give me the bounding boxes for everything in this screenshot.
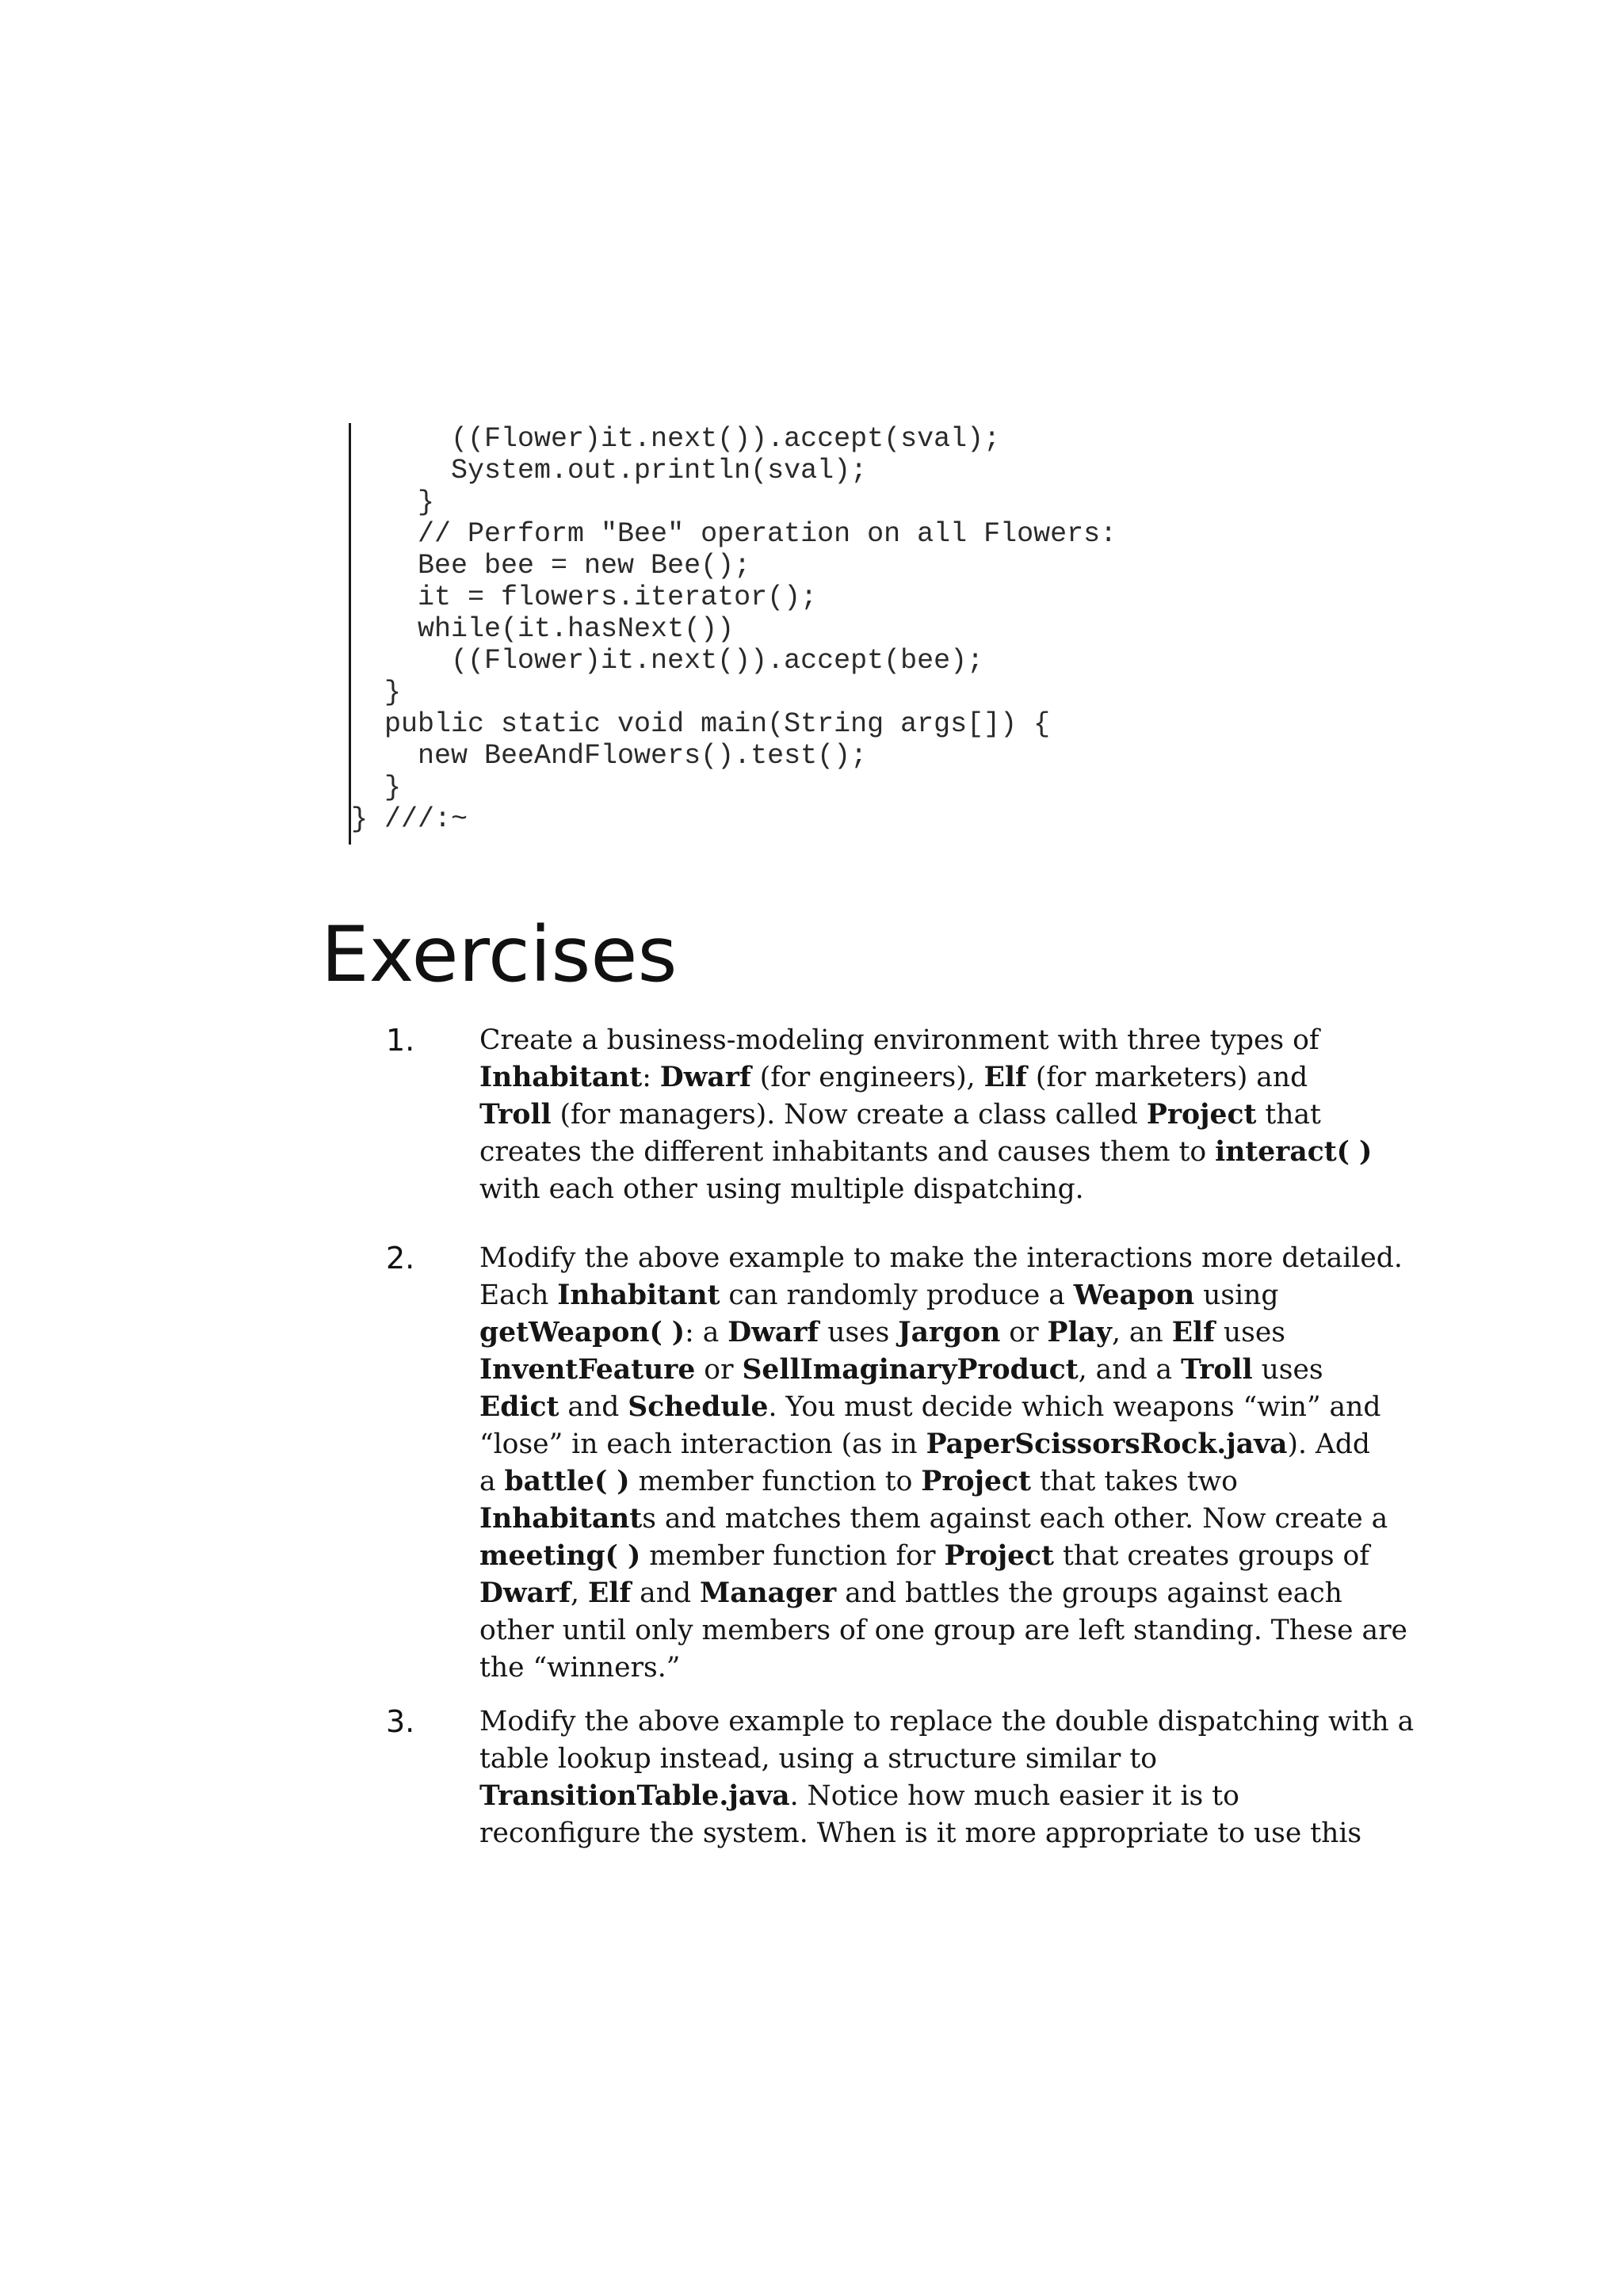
bold-term: Manager — [700, 1577, 837, 1609]
text-run: : — [642, 1062, 660, 1093]
text-run: that takes two — [1030, 1466, 1238, 1497]
exercise-text-line — [479, 1426, 1370, 1463]
exercise-text-line — [479, 1650, 680, 1687]
text-run: or — [1000, 1317, 1048, 1348]
text-run: uses — [1252, 1354, 1323, 1386]
bold-term: Elf — [983, 1062, 1027, 1093]
text-run: “lose” in each interaction (as in — [479, 1428, 926, 1460]
exercise-text-line — [479, 1741, 1157, 1778]
text-run: table lookup instead, using a structure similar to — [479, 1743, 1158, 1775]
exercise-text-line — [479, 1171, 1084, 1208]
text-run: or — [695, 1354, 743, 1386]
bold-term: Schedule — [628, 1391, 769, 1423]
bold-term: SellImaginaryProduct — [742, 1354, 1079, 1386]
exercise-text-line — [479, 1314, 1285, 1352]
text-run: Create a business-modeling environment with three types of — [479, 1024, 1319, 1056]
bold-term: TransitionTable.java — [479, 1780, 790, 1812]
text-run: using — [1194, 1280, 1279, 1311]
exercise-text-line — [479, 1059, 1308, 1097]
bold-term: Dwarf — [659, 1062, 751, 1093]
bold-term: Project — [1146, 1099, 1257, 1131]
bold-term: Inhabitant — [479, 1062, 643, 1093]
bold-term: Weapon — [1073, 1280, 1195, 1311]
exercise-text-line — [479, 1097, 1321, 1134]
bold-term: Elf — [1171, 1317, 1215, 1348]
section-heading: Exercises — [321, 910, 678, 999]
bold-term: Troll — [479, 1099, 552, 1131]
code-line: } — [351, 486, 435, 518]
exercise-text-line — [479, 1134, 1372, 1171]
exercise-text-line — [479, 1277, 1278, 1314]
code-line: ((Flower)it.next()).accept(sval); — [351, 423, 1001, 455]
exercise-text-line — [479, 1240, 1403, 1277]
bold-term: Jargon — [898, 1317, 1001, 1348]
code-line: } — [351, 772, 402, 803]
bold-term: getWeapon( ) — [479, 1317, 685, 1348]
exercise-text-line — [479, 1815, 1361, 1852]
exercise-text-line — [479, 1501, 1388, 1538]
text-run: (for engineers), — [750, 1062, 984, 1093]
bold-term: Play — [1047, 1317, 1112, 1348]
text-run: . Notice how much easier it is to — [789, 1780, 1239, 1812]
text-run: s and matches them against each other. Now create a — [642, 1503, 1388, 1535]
exercise-number: 2. — [386, 1241, 415, 1276]
text-run: Modify the above example to replace the double dispatching with a — [479, 1706, 1415, 1737]
text-run: can randomly produce a — [720, 1280, 1074, 1311]
text-run: and — [631, 1577, 700, 1609]
exercise-text-line — [479, 1463, 1238, 1501]
text-run: member function to — [629, 1466, 922, 1497]
exercise-text-line — [479, 1022, 1319, 1059]
exercise-text-line — [479, 1389, 1381, 1426]
code-line: } ///:~ — [351, 803, 468, 835]
bold-term: Project — [921, 1466, 1031, 1497]
text-run: . You must decide which weapons “win” and — [768, 1391, 1381, 1423]
text-run: , an — [1111, 1317, 1172, 1348]
text-run: , — [571, 1577, 588, 1609]
text-run: (for marketers) and — [1026, 1062, 1308, 1093]
bold-term: Dwarf — [479, 1577, 571, 1609]
bold-term: Elf — [587, 1577, 632, 1609]
text-run: that creates groups of — [1053, 1540, 1370, 1572]
exercise-text-line — [479, 1352, 1323, 1389]
code-line: Bee bee = new Bee(); — [351, 550, 751, 582]
text-run: , and a — [1078, 1354, 1182, 1386]
text-run: other until only members of one group are left standing. These are — [479, 1615, 1407, 1646]
text-run: Modify the above example to make the interactions more detailed. — [479, 1242, 1403, 1274]
text-run: the “winners.” — [479, 1652, 681, 1684]
bold-term: Inhabitant — [479, 1503, 643, 1535]
text-run: : a — [685, 1317, 728, 1348]
bold-term: InventFeature — [479, 1354, 696, 1386]
code-line: new BeeAndFlowers().test(); — [351, 740, 868, 772]
code-line: } — [351, 677, 402, 708]
bold-term: Inhabitant — [557, 1280, 720, 1311]
bold-term: interact( ) — [1215, 1136, 1373, 1168]
exercise-text-line — [479, 1575, 1342, 1612]
exercise-text-line — [479, 1612, 1407, 1650]
text-run: reconfigure the system. When is it more appropriate to use this — [479, 1817, 1362, 1849]
bold-term: Edict — [479, 1391, 559, 1423]
text-run: (for managers). Now create a class called — [551, 1099, 1147, 1131]
code-line: System.out.println(sval); — [351, 455, 868, 486]
text-run: that — [1256, 1099, 1321, 1131]
code-line: it = flowers.iterator(); — [351, 582, 818, 613]
code-line: while(it.hasNext()) — [351, 613, 735, 645]
text-run: Each — [479, 1280, 558, 1311]
bold-term: Troll — [1181, 1354, 1253, 1386]
exercise-text-line — [479, 1778, 1239, 1815]
text-run: and battles the groups against each — [836, 1577, 1342, 1609]
text-run: a — [479, 1466, 505, 1497]
text-run: uses — [819, 1317, 899, 1348]
code-line: ((Flower)it.next()).accept(bee); — [351, 645, 984, 677]
bold-term: Dwarf — [727, 1317, 819, 1348]
bold-term: battle( ) — [504, 1466, 630, 1497]
code-line: // Perform "Bee" operation on all Flowers: — [351, 518, 1117, 550]
code-line: public static void main(String args[]) { — [351, 708, 1051, 740]
bold-term: Project — [944, 1540, 1054, 1572]
exercise-text-line — [479, 1538, 1369, 1575]
text-run: and — [559, 1391, 628, 1423]
text-run: member function for — [640, 1540, 945, 1572]
exercise-number: 1. — [386, 1023, 415, 1058]
exercise-text-line — [479, 1703, 1414, 1741]
code-listing — [349, 423, 1302, 845]
text-run: creates the different inhabitants and causes them to — [479, 1136, 1216, 1168]
bold-term: PaperScissorsRock.java — [926, 1428, 1288, 1460]
bold-term: meeting( ) — [479, 1540, 641, 1572]
text-run: ). Add — [1287, 1428, 1371, 1460]
text-run: uses — [1214, 1317, 1285, 1348]
text-run: with each other using multiple dispatching. — [479, 1173, 1084, 1205]
exercise-number: 3. — [386, 1704, 415, 1739]
